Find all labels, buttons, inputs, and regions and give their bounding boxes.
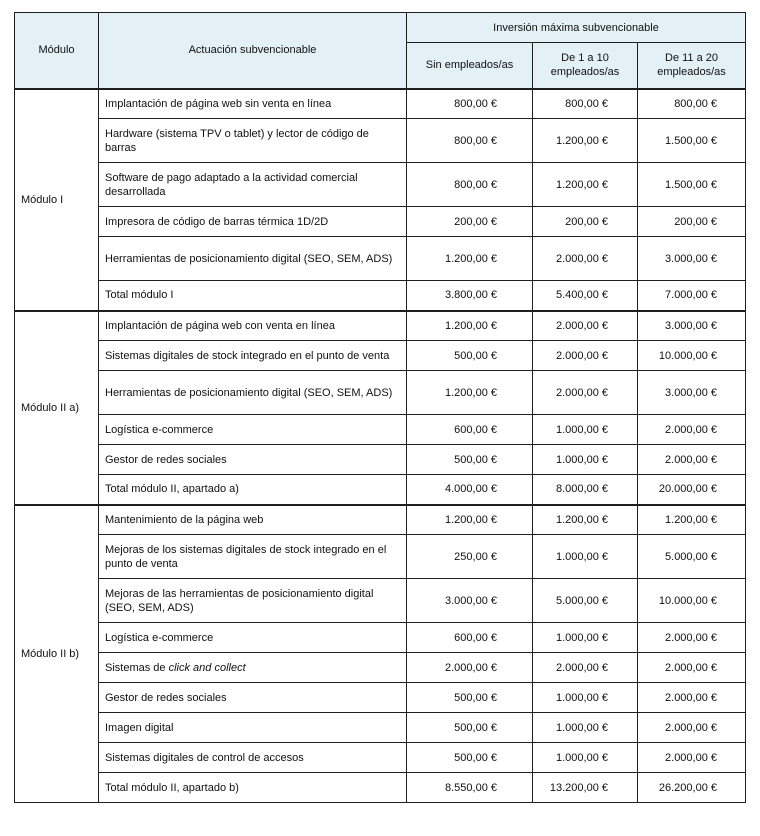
amount-cell: 200,00 € [638,207,746,237]
header-col-11-20: De 11 a 20 empleados/as [638,43,746,89]
actuacion-label-text: Sistemas de [105,661,169,674]
amount-cell: 10.000,00 € [638,341,746,371]
actuacion-label: Mejoras de las herramientas de posicionamiento digital (SEO, SEM, ADS) [99,579,407,623]
table-row [15,207,746,237]
table-row [15,89,746,119]
table-header [15,13,746,89]
amount-cell: 600,00 € [407,623,533,653]
table-row [15,415,746,445]
table-row [15,445,746,475]
actuacion-label: Total módulo I [99,281,407,311]
module-name: Módulo II a) [15,311,99,505]
actuacion-label: Mantenimiento de la página web [99,505,407,535]
table-row [15,683,746,713]
amount-cell: 1.000,00 € [533,713,638,743]
amount-cell: 2.000,00 € [533,311,638,341]
header-inversion: Inversión máxima subvencionable [407,13,746,43]
amount-cell: 4.000,00 € [407,475,533,505]
amount-cell: 26.200,00 € [638,773,746,803]
amount-cell: 250,00 € [407,535,533,579]
actuacion-label: Software de pago adaptado a la actividad comercial desarrollada [99,163,407,207]
amount-cell: 1.200,00 € [638,505,746,535]
table-row [15,579,746,623]
header-actuacion: Actuación subvencionable [99,13,407,89]
amount-cell: 3.000,00 € [638,311,746,341]
actuacion-label [99,653,407,683]
actuacion-label: Impresora de código de barras térmica 1D/2D [99,207,407,237]
table-row [15,773,746,803]
table-row [15,119,746,163]
amount-cell: 1.200,00 € [407,237,533,281]
amount-cell: 800,00 € [407,89,533,119]
amount-cell: 3.000,00 € [638,371,746,415]
actuacion-label: Gestor de redes sociales [99,683,407,713]
amount-cell: 2.000,00 € [533,237,638,281]
amount-cell: 7.000,00 € [638,281,746,311]
amount-cell: 2.000,00 € [638,713,746,743]
amount-cell: 800,00 € [533,89,638,119]
actuacion-label: Logística e-commerce [99,415,407,445]
amount-cell: 800,00 € [638,89,746,119]
table-row [15,743,746,773]
table-row [15,341,746,371]
amount-cell: 8.000,00 € [533,475,638,505]
amount-cell: 3.000,00 € [638,237,746,281]
amount-cell: 1.000,00 € [533,683,638,713]
amount-cell: 1.500,00 € [638,119,746,163]
amount-cell: 8.550,00 € [407,773,533,803]
table-row [15,311,746,341]
amount-cell: 200,00 € [407,207,533,237]
amount-cell: 2.000,00 € [533,653,638,683]
actuacion-label: Sistemas digitales de control de accesos [99,743,407,773]
amount-cell: 1.000,00 € [533,623,638,653]
amount-cell: 2.000,00 € [638,623,746,653]
amount-cell: 13.200,00 € [533,773,638,803]
amount-cell: 500,00 € [407,683,533,713]
amount-cell: 500,00 € [407,713,533,743]
amount-cell: 1.200,00 € [407,311,533,341]
module-name: Módulo I [15,89,99,311]
amount-cell: 200,00 € [533,207,638,237]
amount-cell: 1.000,00 € [533,743,638,773]
amount-cell: 500,00 € [407,341,533,371]
actuacion-label: Herramientas de posicionamiento digital (SEO, SEM, ADS) [99,371,407,415]
table-row [15,163,746,207]
actuacion-label: Total módulo II, apartado a) [99,475,407,505]
actuacion-label-emphasis: click and collect [168,661,246,674]
actuacion-label: Gestor de redes sociales [99,445,407,475]
amount-cell: 2.000,00 € [638,683,746,713]
amount-cell: 10.000,00 € [638,579,746,623]
amount-cell: 5.400,00 € [533,281,638,311]
actuacion-label: Logística e-commerce [99,623,407,653]
amount-cell: 1.200,00 € [407,371,533,415]
actuacion-label: Total módulo II, apartado b) [99,773,407,803]
table-row [15,475,746,505]
table-row [15,535,746,579]
amount-cell: 1.500,00 € [638,163,746,207]
table-body [15,89,746,803]
table-row [15,653,746,683]
amount-cell: 2.000,00 € [638,653,746,683]
table-row [15,713,746,743]
amount-cell: 1.000,00 € [533,415,638,445]
amount-cell: 1.200,00 € [533,163,638,207]
amount-cell: 2.000,00 € [638,743,746,773]
amount-cell: 800,00 € [407,163,533,207]
amount-cell: 3.000,00 € [407,579,533,623]
actuacion-label: Imagen digital [99,713,407,743]
amount-cell: 2.000,00 € [407,653,533,683]
table-row [15,371,746,415]
module-name: Módulo II b) [15,505,99,803]
actuacion-label: Sistemas digitales de stock integrado en el punto de venta [99,341,407,371]
subsidy-table [14,12,746,803]
amount-cell: 2.000,00 € [638,445,746,475]
amount-cell: 1.000,00 € [533,445,638,475]
header-modulo: Módulo [15,13,99,89]
amount-cell: 2.000,00 € [533,371,638,415]
amount-cell: 5.000,00 € [533,579,638,623]
actuacion-label: Hardware (sistema TPV o tablet) y lector de código de barras [99,119,407,163]
amount-cell: 800,00 € [407,119,533,163]
header-col-sin-empleados: Sin empleados/as [407,43,533,89]
amount-cell: 500,00 € [407,445,533,475]
actuacion-label: Implantación de página web sin venta en línea [99,89,407,119]
amount-cell: 20.000,00 € [638,475,746,505]
table-row [15,281,746,311]
header-col-1-10: De 1 a 10 empleados/as [533,43,638,89]
amount-cell: 1.200,00 € [533,505,638,535]
amount-cell: 2.000,00 € [638,415,746,445]
amount-cell: 3.800,00 € [407,281,533,311]
amount-cell: 1.200,00 € [533,119,638,163]
actuacion-label: Implantación de página web con venta en línea [99,311,407,341]
amount-cell: 1.000,00 € [533,535,638,579]
amount-cell: 600,00 € [407,415,533,445]
actuacion-label: Mejoras de los sistemas digitales de stock integrado en el punto de venta [99,535,407,579]
amount-cell: 2.000,00 € [533,341,638,371]
table-row [15,623,746,653]
amount-cell: 5.000,00 € [638,535,746,579]
table-row [15,237,746,281]
amount-cell: 500,00 € [407,743,533,773]
table-row [15,505,746,535]
actuacion-label: Herramientas de posicionamiento digital (SEO, SEM, ADS) [99,237,407,281]
amount-cell: 1.200,00 € [407,505,533,535]
